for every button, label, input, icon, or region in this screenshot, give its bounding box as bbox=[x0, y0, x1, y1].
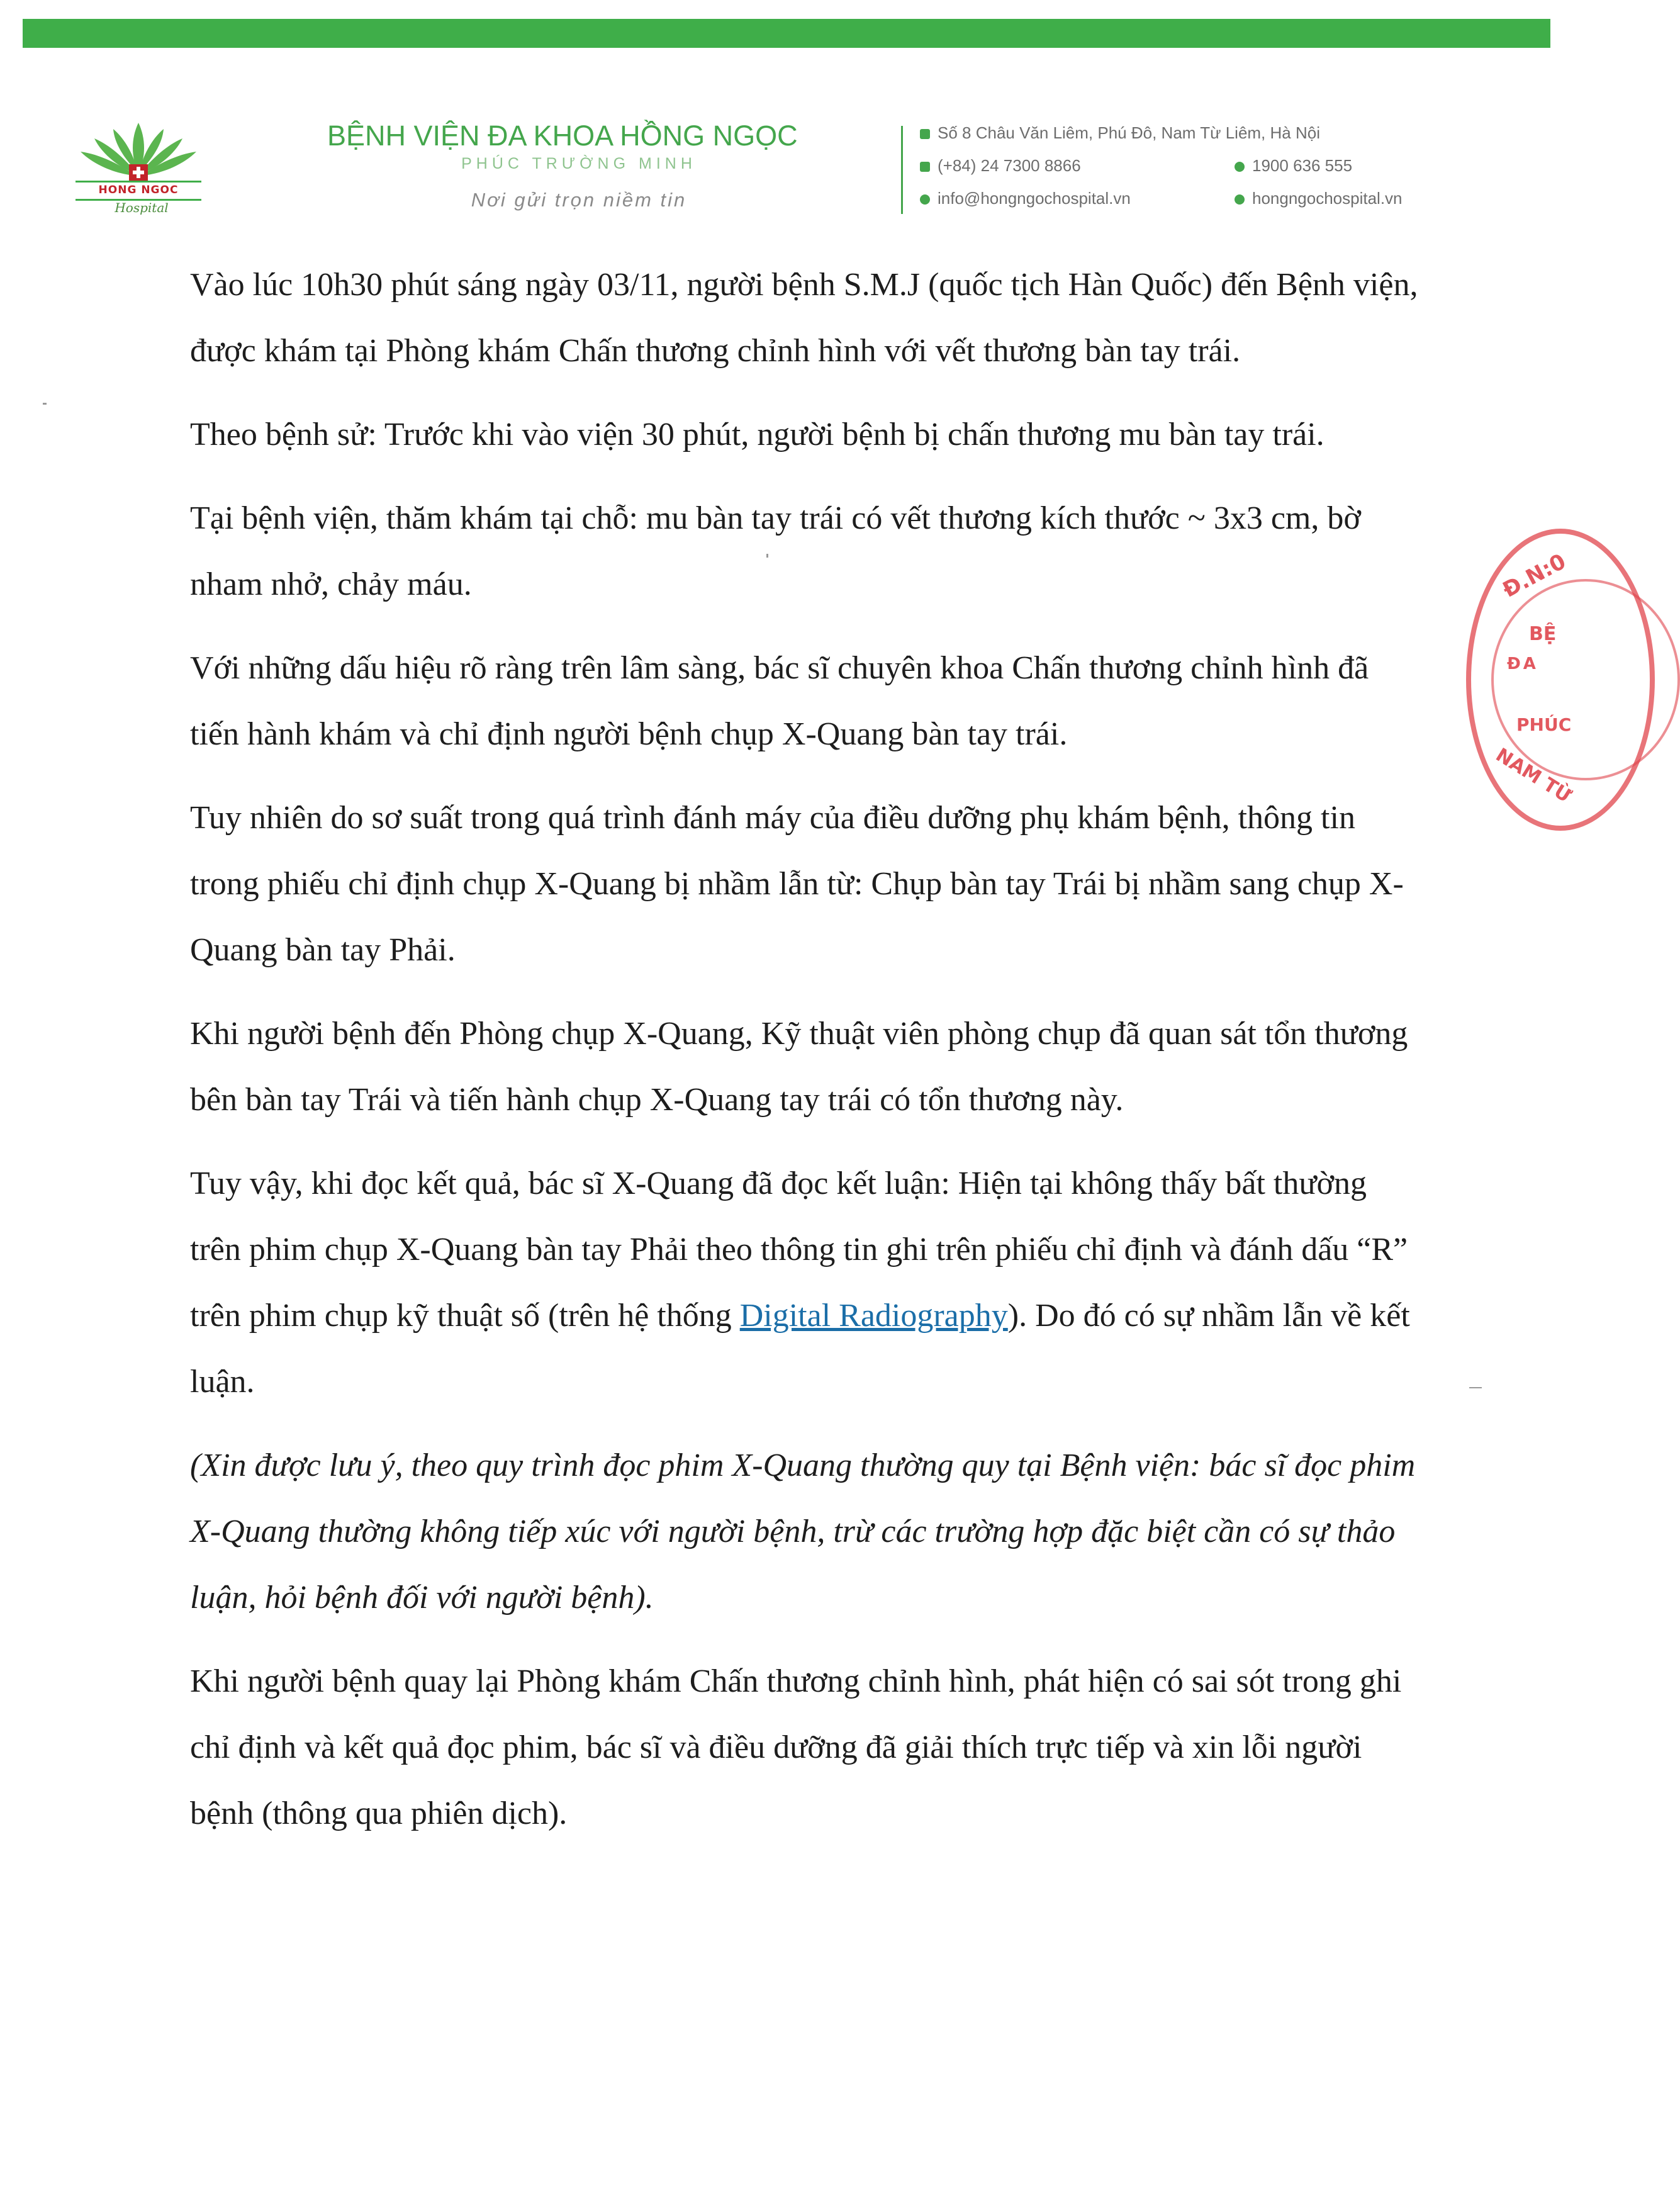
scan-speck bbox=[766, 554, 768, 558]
digital-radiography-link[interactable]: Digital Radiography bbox=[739, 1298, 1008, 1334]
paragraph-9: Khi người bệnh quay lại Phòng khám Chấn thương chỉnh hình, phát hiện có sai sót trong ghi chỉ định và kết quả đọc phim, bác sĩ và điều dưỡng đã giải thích trực tiếp và xin lỗi người bệnh (thông qua phiên dịch). bbox=[190, 1663, 1402, 1831]
stamp-text-line2: ĐA bbox=[1507, 655, 1538, 673]
hospital-branch: PHÚC TRƯỜNG MINH bbox=[461, 155, 697, 172]
website-text: hongngochospital.vn bbox=[1252, 189, 1403, 208]
document-body bbox=[190, 252, 1423, 1864]
paragraph-5: Tuy nhiên do sơ suất trong quá trình đánh máy của điều dưỡng phụ khám bệnh, thông tin trong phiếu chỉ định chụp X-Quang bị nhầm lẫn từ: Chụp bàn tay Trái bị nhầm sang chụp X-Quang bàn tay Phải. bbox=[190, 800, 1404, 968]
hospital-name: BỆNH VIỆN ĐA KHOA HỒNG NGỌC bbox=[327, 120, 798, 152]
email-text: info@hongngochospital.vn bbox=[938, 189, 1131, 208]
paragraph-6: Khi người bệnh đến Phòng chụp X-Quang, Kỹ thuật viên phòng chụp đã quan sát tổn thương bên bàn tay Trái và tiến hành chụp X-Quang tay trái có tổn thương này. bbox=[190, 1016, 1408, 1118]
lotus-icon bbox=[69, 110, 208, 183]
header-green-bar bbox=[23, 19, 1550, 48]
stamp-text-code: Đ.N:0 bbox=[1498, 549, 1571, 603]
paragraph-7-text: Tuy vậy, khi đọc kết quả, bác sĩ X-Quang đã đọc kết luận: Hiện tại không thấy bất thường trên phim chụp X-Quang bàn tay Phải theo thông tin ghi trên phiếu chỉ định và đánh dấu “R” trên phim chụp kỹ thuật số (trên hệ thống bbox=[190, 1166, 1408, 1334]
contact-website bbox=[1235, 188, 1403, 209]
paragraph-1: Vào lúc 10h30 phút sáng ngày 03/11, người bệnh S.M.J (quốc tịch Hàn Quốc) đến Bệnh viện, được khám tại Phòng khám Chấn thương chỉnh hình với vết thương bàn tay trái. bbox=[190, 267, 1418, 369]
stamp-text-line1: BỆ bbox=[1529, 623, 1557, 645]
phone-text: (+84) 24 7300 8866 bbox=[938, 156, 1081, 175]
paragraph-7-tail: ). Do đó có sự nhầm lẫn về kết luận. bbox=[190, 1298, 1410, 1400]
email-icon bbox=[920, 194, 930, 205]
stamp-text-line3: PHÚC bbox=[1516, 714, 1572, 735]
building-icon bbox=[920, 129, 930, 139]
phone-icon bbox=[920, 162, 930, 172]
contact-divider bbox=[901, 126, 903, 214]
paragraph-3: Tại bệnh viện, thăm khám tại chỗ: mu bàn tay trái có vết thương kích thước ~ 3x3 cm, bờ nham nhở, chảy máu. bbox=[190, 500, 1361, 602]
address-text: Số 8 Châu Văn Liêm, Phú Đô, Nam Từ Liêm, Hà Nội bbox=[938, 123, 1320, 142]
hospital-stamp-inner-ring bbox=[1491, 579, 1680, 780]
scan-speck bbox=[43, 403, 47, 405]
contact-address bbox=[920, 122, 1320, 143]
contact-email bbox=[920, 188, 1131, 209]
stamp-text-line4: NAM TỪ bbox=[1491, 744, 1576, 807]
hospital-logo bbox=[69, 110, 208, 227]
scan-speck bbox=[1469, 1387, 1482, 1388]
paragraph-7 bbox=[190, 1150, 1423, 1415]
paragraph-4: Với những dấu hiệu rõ ràng trên lâm sàng, bác sĩ chuyên khoa Chấn thương chỉnh hình đã tiến hành khám và chỉ định người bệnh chụp X-Quang bàn tay trái. bbox=[190, 650, 1369, 752]
contact-phone bbox=[920, 155, 1081, 176]
hospital-slogan: Nơi gửi trọn niềm tin bbox=[471, 189, 687, 211]
globe-icon bbox=[1235, 194, 1245, 205]
paragraph-2: Theo bệnh sử: Trước khi vào viện 30 phút, người bệnh bị chấn thương mu bàn tay trái. bbox=[190, 417, 1324, 452]
logo-subtitle: Hospital bbox=[115, 200, 169, 215]
hotline-icon bbox=[1235, 162, 1245, 172]
logo-name: HONG NGOC bbox=[76, 181, 201, 201]
paragraph-8-note: (Xin được lưu ý, theo quy trình đọc phim X-Quang thường quy tại Bệnh viện: bác sĩ đọc phim X-Quang thường không tiếp xúc với người bệnh, trừ các trường hợp đặc biệt cần có sự thảo luận, hỏi bệnh đối với người bệnh). bbox=[190, 1447, 1416, 1616]
hotline-text: 1900 636 555 bbox=[1252, 156, 1353, 175]
contact-hotline bbox=[1235, 155, 1352, 176]
